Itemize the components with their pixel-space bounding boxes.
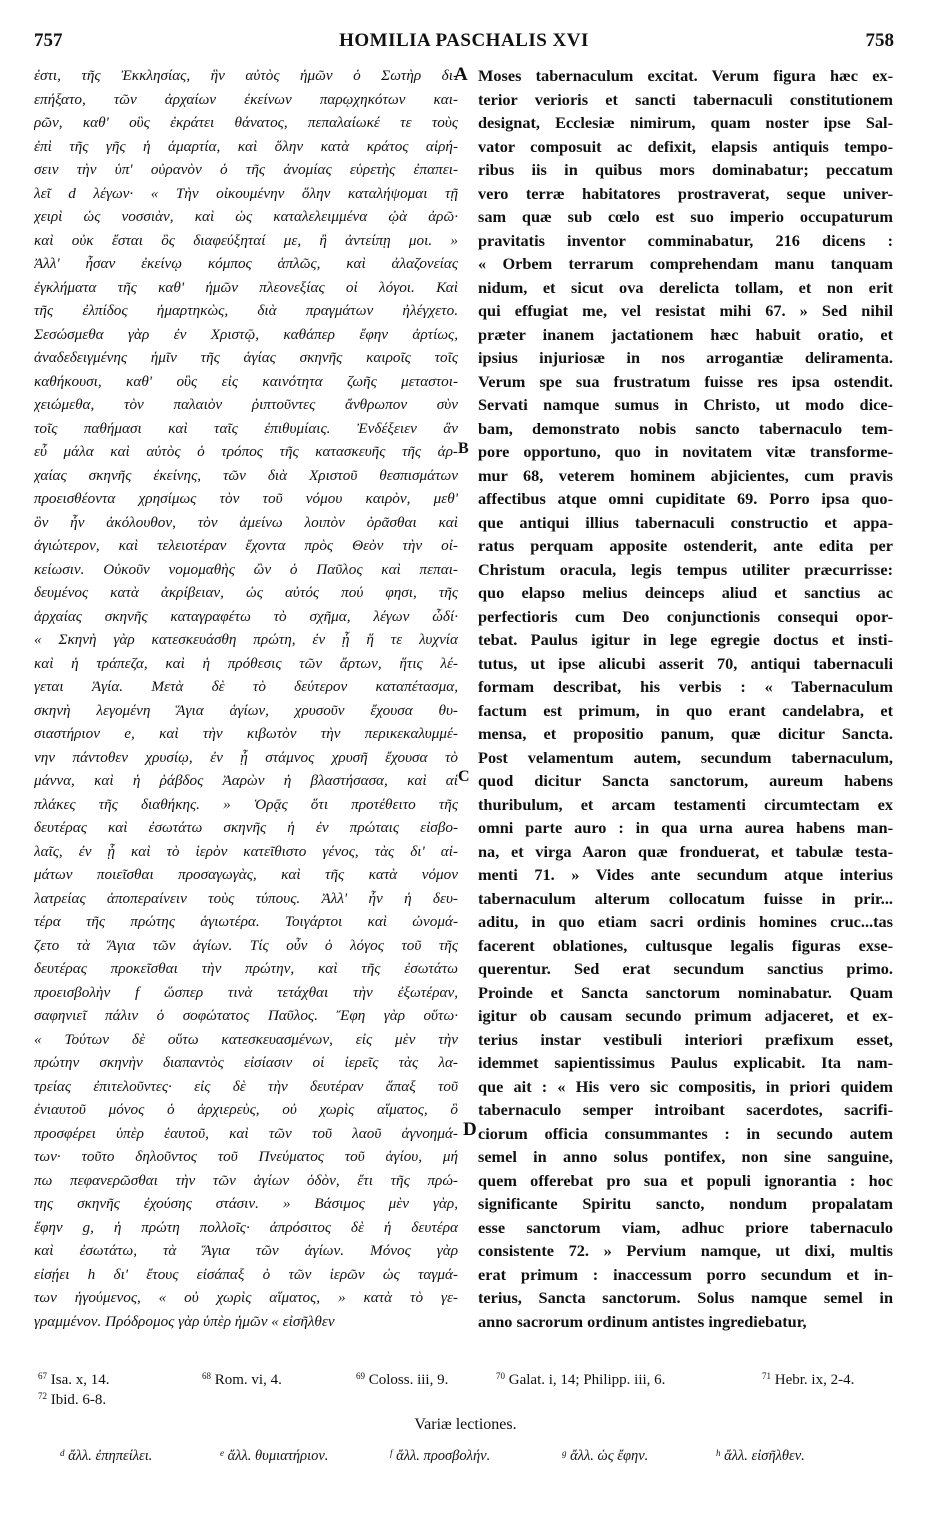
text-line: καὶ ἡ τράπεζα, καὶ ἡ πρόθεσις τῶν ἄρτων, ἥτις λέ- — [34, 654, 458, 672]
text-line: omni parte auro : in qua urna aurea habens man- — [478, 818, 893, 837]
text-line: tebat. Paulus igitur in lege egregie doctus et insti- — [478, 630, 893, 649]
footnote: $^{70}$ Galat. i, 14; Philipp. iii, 6. — [496, 1371, 666, 1388]
text-line: πλάκες τῆς διαθήκης. » Ὁρᾷς ὅτι προτέθειτο τῆς — [34, 795, 458, 813]
text-line: Moses tabernaculum excitat. Verum figura hæc ex- — [478, 66, 893, 85]
footnotes — [34, 1370, 894, 1410]
footnote: $^{67}$ Isa. x, 14. — [38, 1371, 110, 1388]
text-line: ὃν ἦν ἀκόλουθον, τὸν ἀμείνω λοιπὸν ὁρᾶσθαι καὶ — [34, 513, 458, 531]
text-line: terius instar vestibuli interiori præfixum esset, — [478, 1029, 893, 1049]
greek-text-column — [34, 64, 458, 1333]
footnote-row — [34, 1390, 894, 1410]
text-line: idemmet sapientissimus Paulus explicabit. Ita nam- — [478, 1053, 893, 1072]
text-line: ἀναδεδειγμένης ἡμῖν τῆς ἁγίας σκηνῆς καιροῖς τοῖς — [34, 349, 458, 366]
variant-reading: $^e$ ἄλλ. θυμιατήριον. — [220, 1448, 329, 1464]
variae-lectiones — [60, 1448, 890, 1470]
text-line: λαῖς, ἐν ᾗ καὶ τὸ ἱερὸν κατεῖθιστο γένος, τὰς δι' αἱ- — [34, 842, 458, 860]
margin-marker-c: C — [458, 768, 470, 785]
text-line: ribus iis in quibus mors dominabatur; peccatum — [478, 160, 893, 179]
text-line: quo elapso melius deinceps aliud et sanctius ac — [478, 583, 893, 602]
text-line: εὖ μάλα καὶ αὐτὸς ὁ τρόπος τῆς κατασκευῆς τῆς ἀρ- — [34, 443, 458, 460]
footnote-row — [34, 1370, 894, 1390]
text-line: σειν τὴν ὑπ' οὐρανὸν ὁ τῆς ἀνομίας εὑρετὴς ἐπαπει- — [34, 161, 458, 178]
text-line: καὶ οὐκ ἔσται ὃς διαφεύξηταί με, ἢ ἀντείπῃ μοι. » — [34, 231, 458, 249]
text-line: tabernaculo semper introibant sacerdotes, sacrifi- — [478, 1100, 893, 1119]
text-line: aditu, in quo etiam sacri ordinis homines cruc...tas — [478, 912, 893, 931]
margin-marker-a: A — [454, 64, 468, 85]
text-line: σκηνὴ λεγομένη Ἅγια ἁγίων, χρυσοῦν ἔχουσα θυ- — [34, 701, 458, 719]
footnote: $^{72}$ Ibid. 6-8. — [38, 1391, 107, 1408]
text-line: querentur. Sed erat secundum sanctius primo. — [478, 959, 893, 978]
text-line: Post velamentum autem, secundum tabernaculum, — [478, 747, 893, 767]
text-line: ρῶν, καθ' οὓς ἐκράτει θάνατος, πεπαλαίωκέ τε τοὺς — [34, 114, 458, 131]
text-line: terius, Sancta sanctorum. Solus namque semel in — [478, 1288, 893, 1307]
text-line: ἀρχαίας σκηνῆς καταγραφέτω τὸ σχῆμα, λέγων ὧδί· — [34, 607, 458, 625]
footnote: $^{68}$ Rom. vi, 4. — [202, 1371, 282, 1388]
text-line: δευτέρας καὶ ἐσωτάτω σκηνῆς ἡ ἐν πρώταις εἰσβο- — [34, 819, 458, 836]
text-line: των· τοῦτο δηλοῦντος τοῦ Πνεύματος τοῦ ἁγίου, μή — [34, 1148, 458, 1165]
latin-text-column — [478, 64, 893, 1333]
text-line: igitur ob causam secundo primum adjaceret, et ex- — [478, 1006, 893, 1025]
text-line: τρείας ἐπιτελοῦντες· εἰς δὲ τὴν δευτέραν ἅπαξ τοῦ — [34, 1077, 458, 1095]
text-line: χαίας σκηνῆς ἐκείνης, τῶν διὰ Χριστοῦ θεσπισμάτων — [34, 466, 458, 484]
text-line: τοῖς παθήμασι καὶ ταῖς ἐπιθυμίαις. Ἐνδέξειεν ἂν — [34, 419, 458, 437]
text-line: significante Spiritu sancto, nondum propalatam — [478, 1194, 893, 1213]
text-line: sam quæ sub cœlo est suo imperio occupaturum — [478, 207, 893, 226]
text-line: erat primum : inaccessum porro secundum et in- — [478, 1264, 893, 1284]
text-line: anno sacrorum ordinum antistes ingrediebatur, — [478, 1311, 807, 1331]
text-line: thuribulum, et arcam testamenti circumtectam ex — [478, 794, 893, 814]
text-line: ζετο τὰ Ἅγια τῶν ἁγίων. Τίς οὖν ὁ λόγος τοῦ τῆς — [34, 936, 458, 954]
text-line: quem offerebat pro sua et populi ignorantia : hoc — [478, 1170, 893, 1190]
text-line: ἐνιαυτοῦ μόνος ὁ ἀρχιερεὺς, οὐ χωρὶς αἵματος, ὃ — [34, 1101, 458, 1118]
text-line: ἔφην g, ἡ πρώτη πολλοῖς· ἀπρόσιτος δὲ ἡ δευτέρα — [34, 1218, 458, 1236]
text-line: κείωσιν. Οὐκοῦν νομομαθὴς ὢν ὁ Παῦλος καὶ πεπαι- — [34, 560, 458, 578]
text-line: terior verioris et sancti tabernaculi constitutionem — [478, 89, 893, 109]
text-line: δευτέρας προκεῖσθαι τὴν πρώτην, καὶ τῆς ἐσωτάτω — [34, 960, 458, 977]
text-line: γεται Ἁγία. Μετὰ δὲ τὸ δεύτερον καταπέτασμα, — [34, 678, 458, 695]
text-line: δευμένος κατὰ ἀκρίβειαν, ὡς αὐτός πού φησι, τῆς — [34, 584, 458, 601]
text-line: χειρὶ ὡς νοσσιὰν, καὶ ὡς καταλελειμμένα ᾠὰ ἀρῶ· — [34, 208, 458, 225]
text-line: σιαστήριον e, καὶ τὴν κιβωτὸν τὴν περικεκαλυμμέ- — [34, 725, 458, 742]
text-line: semel in anno solus pontifex, non sine sanguine, — [478, 1147, 893, 1166]
footnote: $^{69}$ Coloss. iii, 9. — [356, 1371, 449, 1388]
text-line: ἐγκλήματα τῆς καθ' ἡμῶν πλεονεξίας οἱ λόγοι. Καὶ — [34, 278, 458, 296]
text-line: προσφέρει ὑπὲρ ἑαυτοῦ, καὶ τῶν τοῦ λαοῦ ἀγνοημά- — [34, 1124, 458, 1142]
variant-reading: $^d$ ἄλλ. ἐπηπείλει. — [60, 1448, 153, 1464]
text-line: χειώμεθα, τὸν παλαιὸν ῥιπτοῦντες ἄνθρωπον σὺν — [34, 396, 458, 413]
text-line: vator composuit ac defixit, elapsis antiquis tempo- — [478, 136, 893, 156]
text-line: pravitatis inventor comminabatur, 216 dicens : — [478, 230, 893, 250]
text-line: « Τούτων δὲ οὕτω κατεσκευασμένων, εἰς μὲν τὴν — [34, 1030, 458, 1048]
text-line: τῆς ἐλπίδος ἡμαρτηκὼς, διὰ πραγμάτων ἠλέγχετο. — [34, 302, 458, 319]
margin-marker-b: B — [458, 440, 469, 457]
text-line: Proinde et Sancta sanctorum nominabatur. Quam — [478, 982, 893, 1002]
text-line: πρώτην σκηνὴν διαπαντὸς εἰσίασιν οἱ ἱερεῖς τὰς λα- — [34, 1054, 458, 1071]
text-line: que ait : « His vero sic compositis, in priori quidem — [478, 1076, 893, 1096]
text-line: ἁγιώτερον, καὶ τελειοτέραν ἔχοντα πρὸς Θεὸν τὴν οἰ- — [34, 537, 458, 554]
footnote: $^{71}$ Hebr. ix, 2-4. — [762, 1371, 855, 1388]
text-line: nidum, et sicut ova derelicta tollam, et non erit — [478, 277, 893, 297]
text-line: προεισβολὴν f ὥσπερ τινὰ τετάχθαι τὴν ἐξωτέραν, — [34, 983, 458, 1001]
variant-reading: $^f$ ἄλλ. προσβολήν. — [390, 1448, 491, 1464]
text-line: Ἀλλ' ἦσαν ἐκείνῳ κόμπος ἁπλῶς, καὶ ἀλαζονείας — [34, 255, 458, 272]
text-line: καὶ ἐσωτάτω, τὰ Ἅγια τῶν ἁγίων. Μόνος γὰρ — [34, 1242, 458, 1259]
text-line: « Σκηνὴ γὰρ κατεσκευάσθη πρώτη, ἐν ᾗ ἥ τε λυχνία — [34, 631, 458, 648]
text-line: quod dicitur Sancta sanctorum, aureum habens — [478, 771, 893, 790]
page-number-right: 758 — [865, 30, 894, 51]
text-line: pore opportuno, quo in novitatem vitæ transforme- — [478, 442, 893, 461]
text-line: λεῖ d λέγων· « Τὴν οἰκουμένην ὅλην καταλήψομαι τῇ — [34, 184, 458, 202]
text-line: designat, Ecclesiæ nimirum, quam noster ipse Sal- — [478, 113, 893, 132]
text-line: esse sanctorum viam, adhuc priore tabernaculo — [478, 1217, 893, 1237]
text-line: νην πάντοθεν χρυσίῳ, ἐν ᾗ στάμνος χρυσῆ ἔχουσα τὸ — [34, 748, 458, 766]
text-line: εἰσῄει h δι' ἔτους εἰσάπαξ ὁ τῶν ἱερῶν ὡς ταγμά- — [34, 1265, 458, 1283]
text-line: ipsius injuriosæ in nos arrogantiæ deliramenta. — [478, 348, 893, 367]
text-line: consistente 72. » Pervium namque, ut dixi, multis — [478, 1241, 893, 1260]
text-line: factum est primum, in quo erant candelabra, et — [478, 700, 893, 720]
text-line: mensa, et propositio panum, quæ dicitur Sancta. — [478, 724, 893, 743]
text-line: menti 71. » Vides ante secundum atque interius — [478, 865, 893, 884]
text-line: επήξατο, τῶν ἀρχαίων ἐκείνων παρῳχηκότων και- — [34, 90, 458, 108]
text-line: Christum oracula, legis tempus utiliter præcurrisse: — [478, 559, 893, 579]
text-line: præter inanem jactationem hæc habuit oratio, et — [478, 324, 893, 344]
text-line: σαφηνιεῖ πάλιν ὁ σοφώτατος Παῦλος. Ἔφη γὰρ οὕτω· — [34, 1007, 458, 1024]
text-line: ratus perquam apposite ostenderit, ante edita per — [478, 536, 893, 555]
text-line: ἐπὶ τῆς γῆς ἡ ἁμαρτία, καὶ ὅλην κατὰ κράτος αἱρή- — [34, 137, 458, 155]
margin-marker-d: D — [463, 1119, 477, 1140]
text-line: « Orbem terrarum comprehendam manu tanquam — [478, 254, 893, 273]
text-line: tutus, ut ipse alicubi asserit 70, antiqui tabernaculi — [478, 653, 893, 673]
text-line: Σεσώσμεθα γὰρ ἐν Χριστῷ, καθάπερ ἔφην ἀρτίως, — [34, 325, 458, 343]
text-line: formam describat, his verbis : « Tabernaculum — [478, 677, 893, 696]
text-line: των ἡγούμενος, « οὐ χωρὶς αἵματος, » κατὰ τὸ γε- — [34, 1289, 458, 1306]
variant-reading: $^h$ ἄλλ. εἰσῆλθεν. — [716, 1448, 805, 1464]
text-line: bam, demonstrato nobis sancto tabernaculo tem- — [478, 418, 893, 438]
text-line: μάτων ποιεῖσθαι προσαγωγὰς, καὶ τῆς κατὰ νόμον — [34, 866, 458, 883]
text-line: perfectioris cum Deo conjunctionis consequi opor- — [478, 606, 893, 626]
text-line: ἐστι, τῆς Ἐκκλησίας, ἣν αὐτὸς ἡμῶν ὁ Σωτὴρ δι- — [34, 67, 458, 84]
text-line: τέρα τῆς πρώτης ἁγιωτέρα. Τοιγάρτοι καὶ ὠνομά- — [34, 913, 458, 930]
text-line: vero terræ habitatores prostraverat, seque univer- — [478, 183, 893, 203]
text-line: προεισθέοντα χρησίμως τὸν τοῦ νόμου καιρὸν, μεθ' — [34, 490, 458, 507]
text-line: λατρείας ἀποπεραίνειν τοὺς τύπους. Ἀλλ' ἦν ἡ δευ- — [34, 889, 458, 907]
variant-reading: $^g$ ἄλλ. ὡς ἔφην. — [562, 1448, 649, 1464]
text-line: qui effugiat me, vel resistat mihi 67. » Sed nihil — [478, 301, 893, 320]
text-line: tabernaculum alterum collocatum fuisse in prir... — [478, 888, 893, 908]
text-line: facerent oblationes, cultusque legalis figuras exse- — [478, 935, 893, 955]
text-line: ciorum officia consummantes : in secundo autem — [478, 1123, 893, 1143]
text-line: mur 68, veterem hominem abjicientes, cum pravis — [478, 465, 893, 485]
text-line: que antiqui illius tabernaculi constructio et appa- — [478, 512, 893, 532]
text-line: Verum spe sua frustratum fuisse res ipsa ostendit. — [478, 371, 893, 391]
page-header — [34, 30, 894, 60]
text-line: καθήκουσι, καθ' οὓς εἰς καινότητα ζωῆς μεταστοι- — [34, 372, 458, 390]
text-line: γραμμένον. Πρόδρομος γὰρ ὑπὲρ ἡμῶν « εἰσῆλθεν — [34, 1312, 335, 1330]
page-number-left: 757 — [34, 30, 63, 51]
running-title: HOMILIA PASCHALIS XVI — [339, 30, 589, 51]
text-line: na, et virga Aaron quæ fronduerat, et tabulæ testa- — [478, 841, 893, 861]
text-line: της σκηνῆς ἐχούσης στάσιν. » Βάσιμος μὲν γὰρ, — [34, 1195, 458, 1212]
text-line: πω πεφανερῶσθαι τὴν τῶν ἁγίων ὁδὸν, ἔτι τῆς πρώ- — [34, 1171, 458, 1189]
text-line: Servati namque sumus in Christo, ut modo dice- — [478, 395, 893, 414]
text-line: affectibus atque omni cupiditate 69. Porro ipsa quo- — [478, 489, 893, 508]
variae-lectiones-heading: Variæ lectiones. — [414, 1416, 517, 1433]
text-line: μάννα, καὶ ἡ ῥάβδος Ἀαρὼν ἡ βλαστήσασα, καὶ αἱ — [34, 772, 458, 789]
